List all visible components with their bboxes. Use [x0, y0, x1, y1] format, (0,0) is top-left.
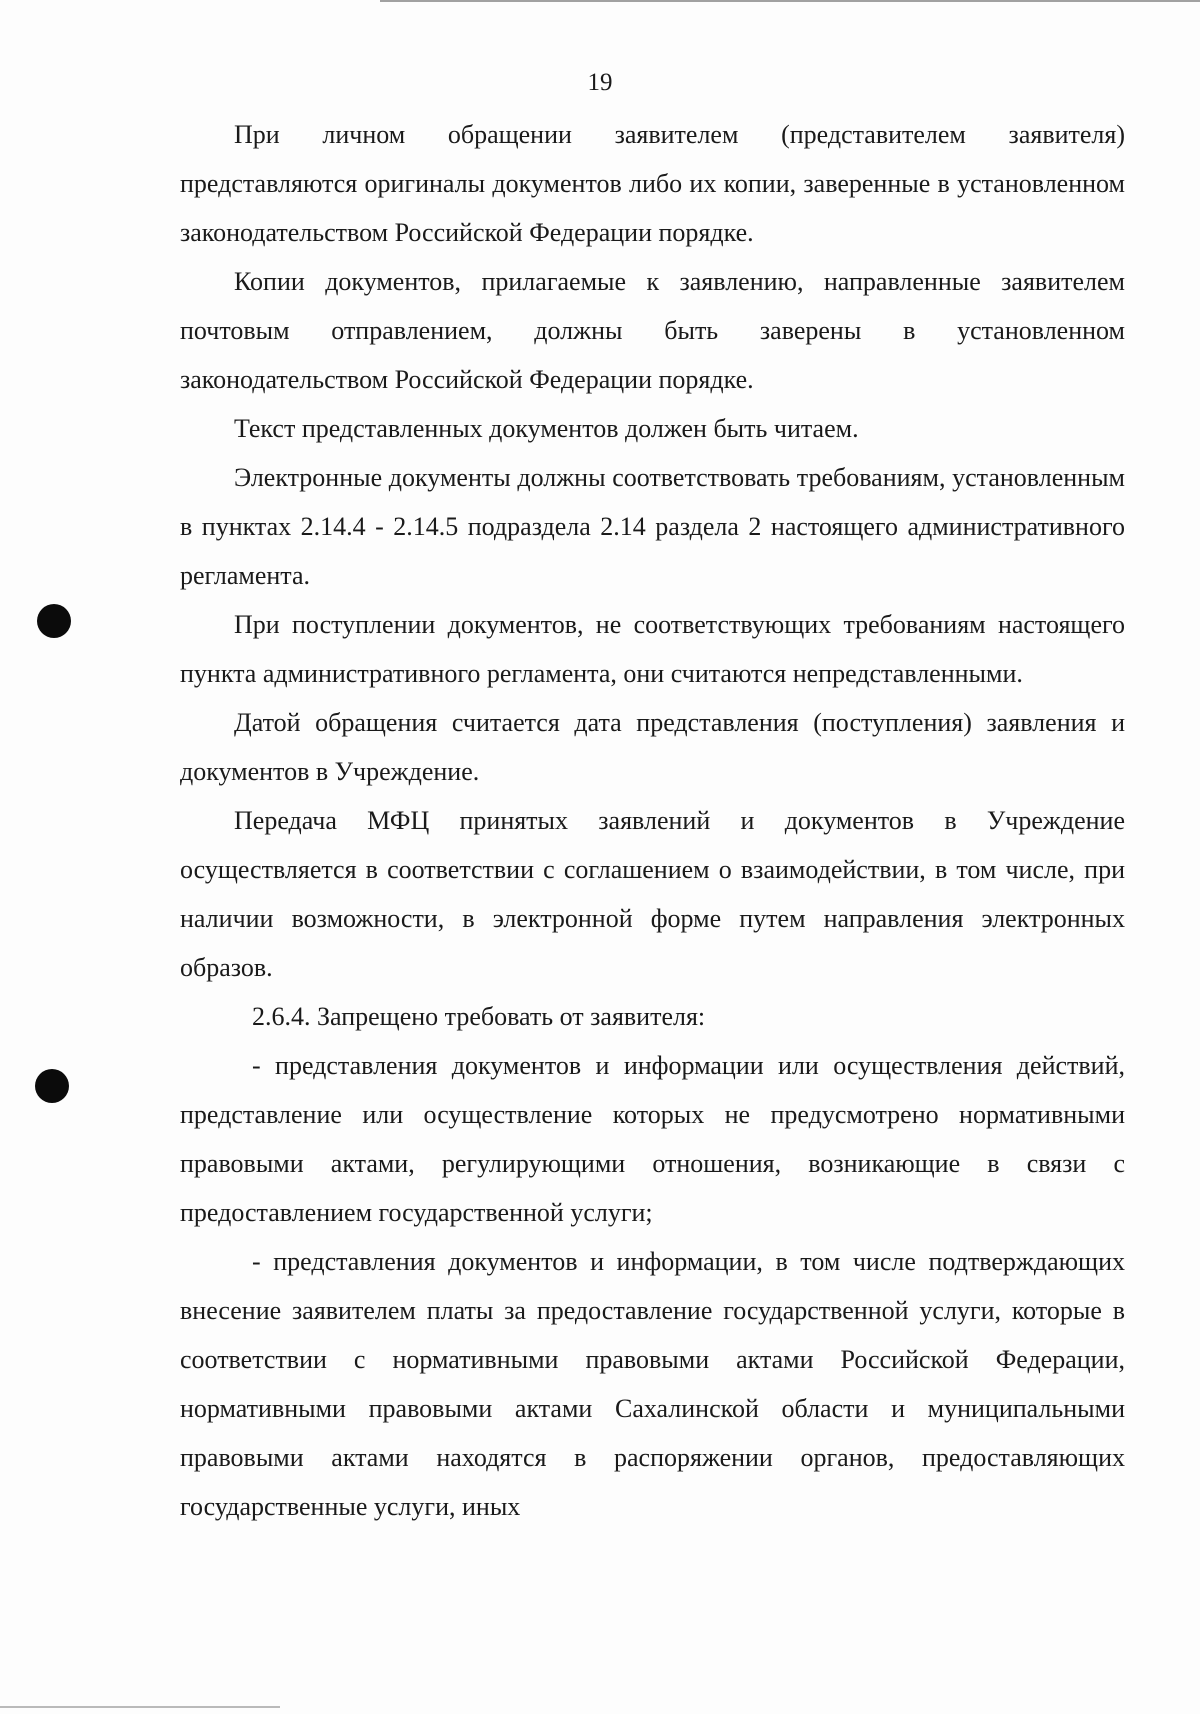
- document-body: [180, 110, 1125, 1531]
- section-heading: 2.6.4. Запрещено требовать от заявителя:: [252, 1002, 706, 1031]
- paragraph: Передача МФЦ принятых заявлений и документов в Учреждение осуществляется в соответствии с соглашением о взаимодействии, в том числе, при наличии возможности, в электронной форме путем направления электронных образов.: [180, 806, 1125, 982]
- bottom-scan-edge: [0, 1706, 280, 1708]
- paragraph: Электронные документы должны соответствовать требованиям, установленным в пунктах 2.14.4 - 2.14.5 подраздела 2.14 раздела 2 настоящего административного регламента.: [180, 463, 1125, 590]
- list-item: - представления документов и информации, в том числе подтверждающих внесение заявителем платы за предоставление государственной услуги, которые в соответствии с нормативными правовыми актами Российской Федерации, нормативными правовыми актами Сахалинской области и муниципальными правовыми актами находятся в распоряжении органов, предоставляющих государственные услуги, иных: [180, 1247, 1125, 1521]
- paragraph: Датой обращения считается дата представления (поступления) заявления и документов в Учреждение.: [180, 708, 1125, 786]
- paragraph: Копии документов, прилагаемые к заявлению, направленные заявителем почтовым отправлением, должны быть заверены в установленном законодательством Российской Федерации порядке.: [180, 267, 1125, 394]
- paragraph: Текст представленных документов должен быть читаем.: [234, 414, 859, 443]
- paragraph: При поступлении документов, не соответствующих требованиям настоящего пункта административного регламента, они считаются непредставленными.: [180, 610, 1125, 688]
- punch-hole-mark: [35, 1069, 69, 1103]
- page-number: 19: [587, 69, 613, 96]
- top-scan-edge: [380, 0, 1200, 2]
- list-item: - представления документов и информации или осуществления действий, представление или осуществление которых не предусмотрено нормативными правовыми актами, регулирующими отношения, возникающие в связи с предоставлением государственной услуги;: [180, 1051, 1125, 1227]
- paragraph: При личном обращении заявителем (представителем заявителя) представляются оригиналы документов либо их копии, заверенные в установленном законодательством Российской Федерации порядке.: [180, 120, 1125, 247]
- punch-hole-mark: [37, 604, 71, 638]
